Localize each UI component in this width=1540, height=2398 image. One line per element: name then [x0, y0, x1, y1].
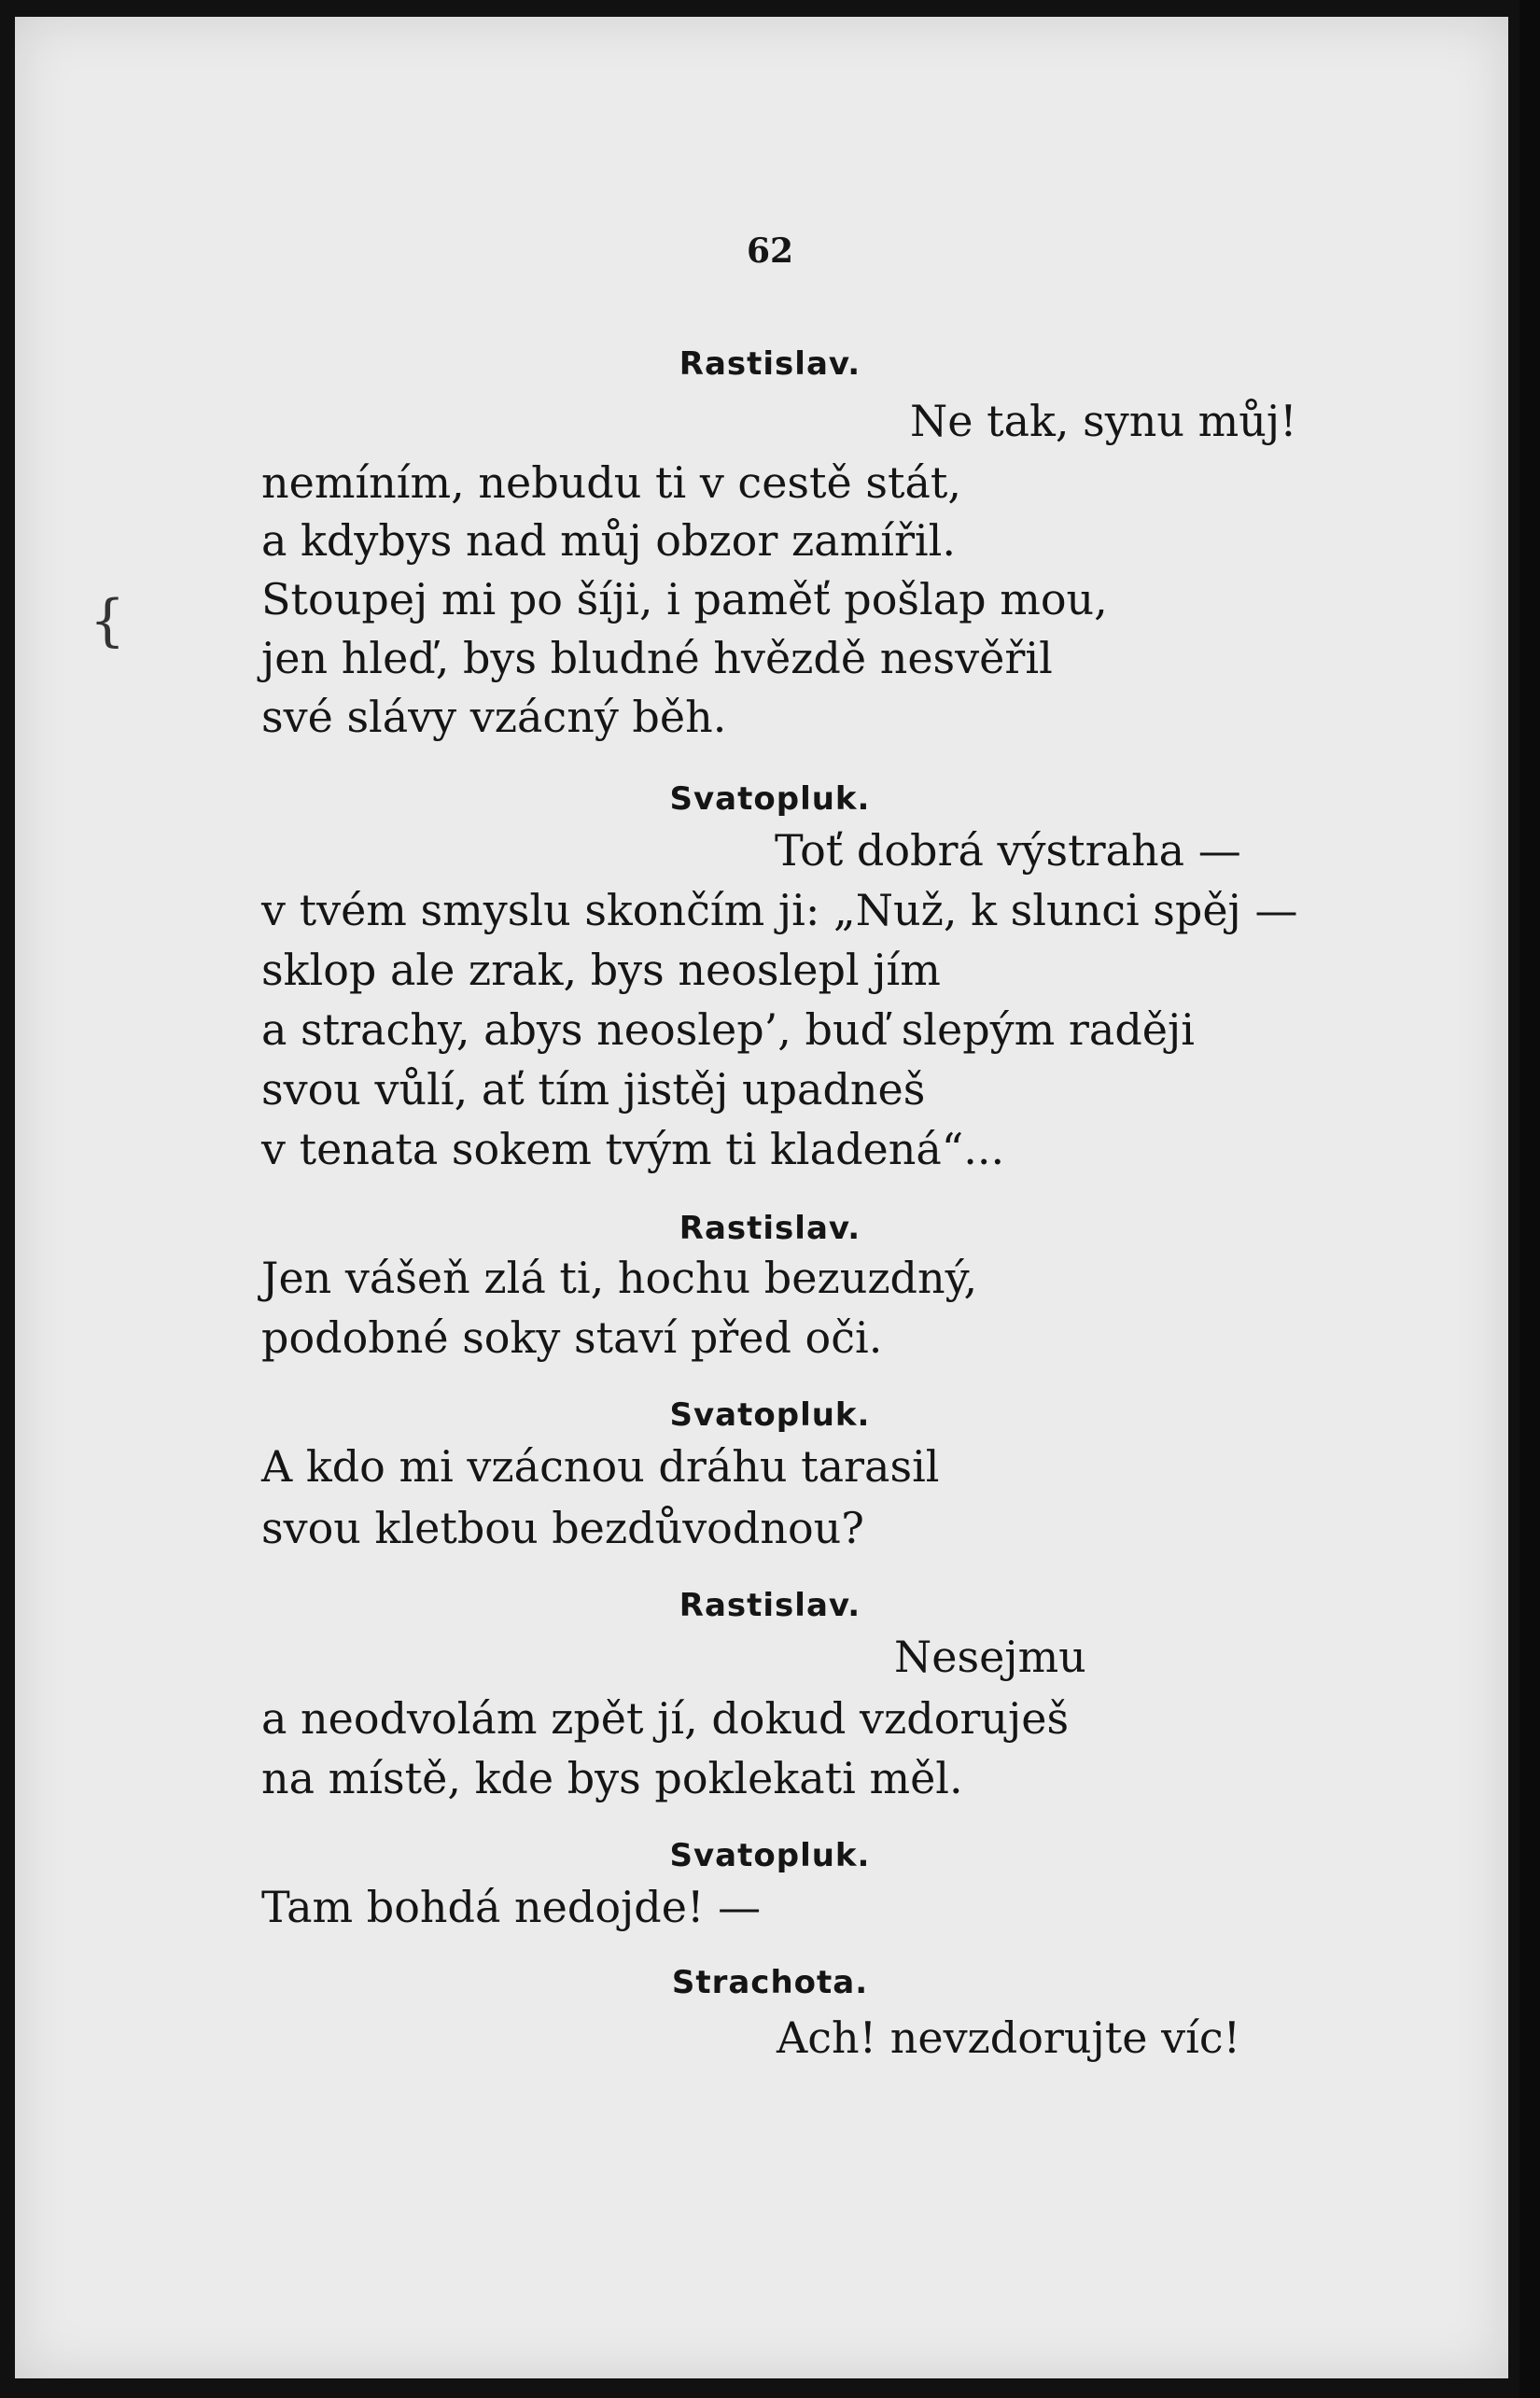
speaker-name: Svatopluk. [669, 1396, 871, 1434]
verse-line: a kdybys nad můj obzor zamířil. [261, 515, 956, 566]
speaker-name: Strachota. [671, 1964, 869, 2001]
verse-line: Toť dobrá výstraha — [775, 825, 1241, 876]
speaker-name: Rastislav. [679, 345, 861, 383]
verse-line: nemíním, nebudu ti v cestě stát, [261, 457, 961, 508]
verse-line: podobné soky staví před oči. [261, 1312, 883, 1363]
verse-line: jen hleď, bys bludné hvězdě nesvěřil [261, 633, 1053, 683]
verse-line: Ne tak, synu můj! [910, 396, 1297, 446]
margin-brace-mark: { [90, 588, 126, 653]
verse-line: svou vůlí, ať tím jistěj upadneš [261, 1064, 926, 1115]
verse-line: a neodvolám zpět jí, dokud vzdoruješ [261, 1693, 1070, 1744]
speaker-name: Svatopluk. [669, 780, 871, 818]
verse-line: sklop ale zrak, bys neoslepl jím [261, 945, 941, 995]
speaker-name: Rastislav. [679, 1210, 861, 1247]
verse-line: Ach! nevzdorujte víc! [777, 2012, 1241, 2063]
verse-line: Nesejmu [894, 1632, 1086, 1682]
verse-line: a strachy, abys neoslep’, buď slepým raději [261, 1004, 1195, 1055]
speaker-name: Svatopluk. [669, 1837, 871, 1874]
verse-line: Stoupej mi po šíji, i paměť pošlap mou, [261, 574, 1108, 624]
verse-line: své slávy vzácný běh. [261, 692, 727, 742]
verse-line: Jen vášeň zlá ti, hochu bezuzdný, [261, 1253, 978, 1303]
speaker-name: Rastislav. [679, 1587, 861, 1624]
verse-line: v tvém smyslu skončím ji: „Nuž, k slunci spěj — [261, 885, 1298, 935]
verse-line: svou kletbou bezdůvodnou? [261, 1503, 864, 1553]
verse-line: v tenata sokem tvým ti kladená“... [261, 1124, 1005, 1174]
verse-line: na místě, kde bys poklekati měl. [261, 1753, 963, 1803]
verse-line: Tam bohdá nedojde! — [261, 1882, 762, 1932]
page-number: 62 [746, 231, 794, 271]
verse-line: A kdo mi vzácnou dráhu tarasil [261, 1441, 940, 1492]
